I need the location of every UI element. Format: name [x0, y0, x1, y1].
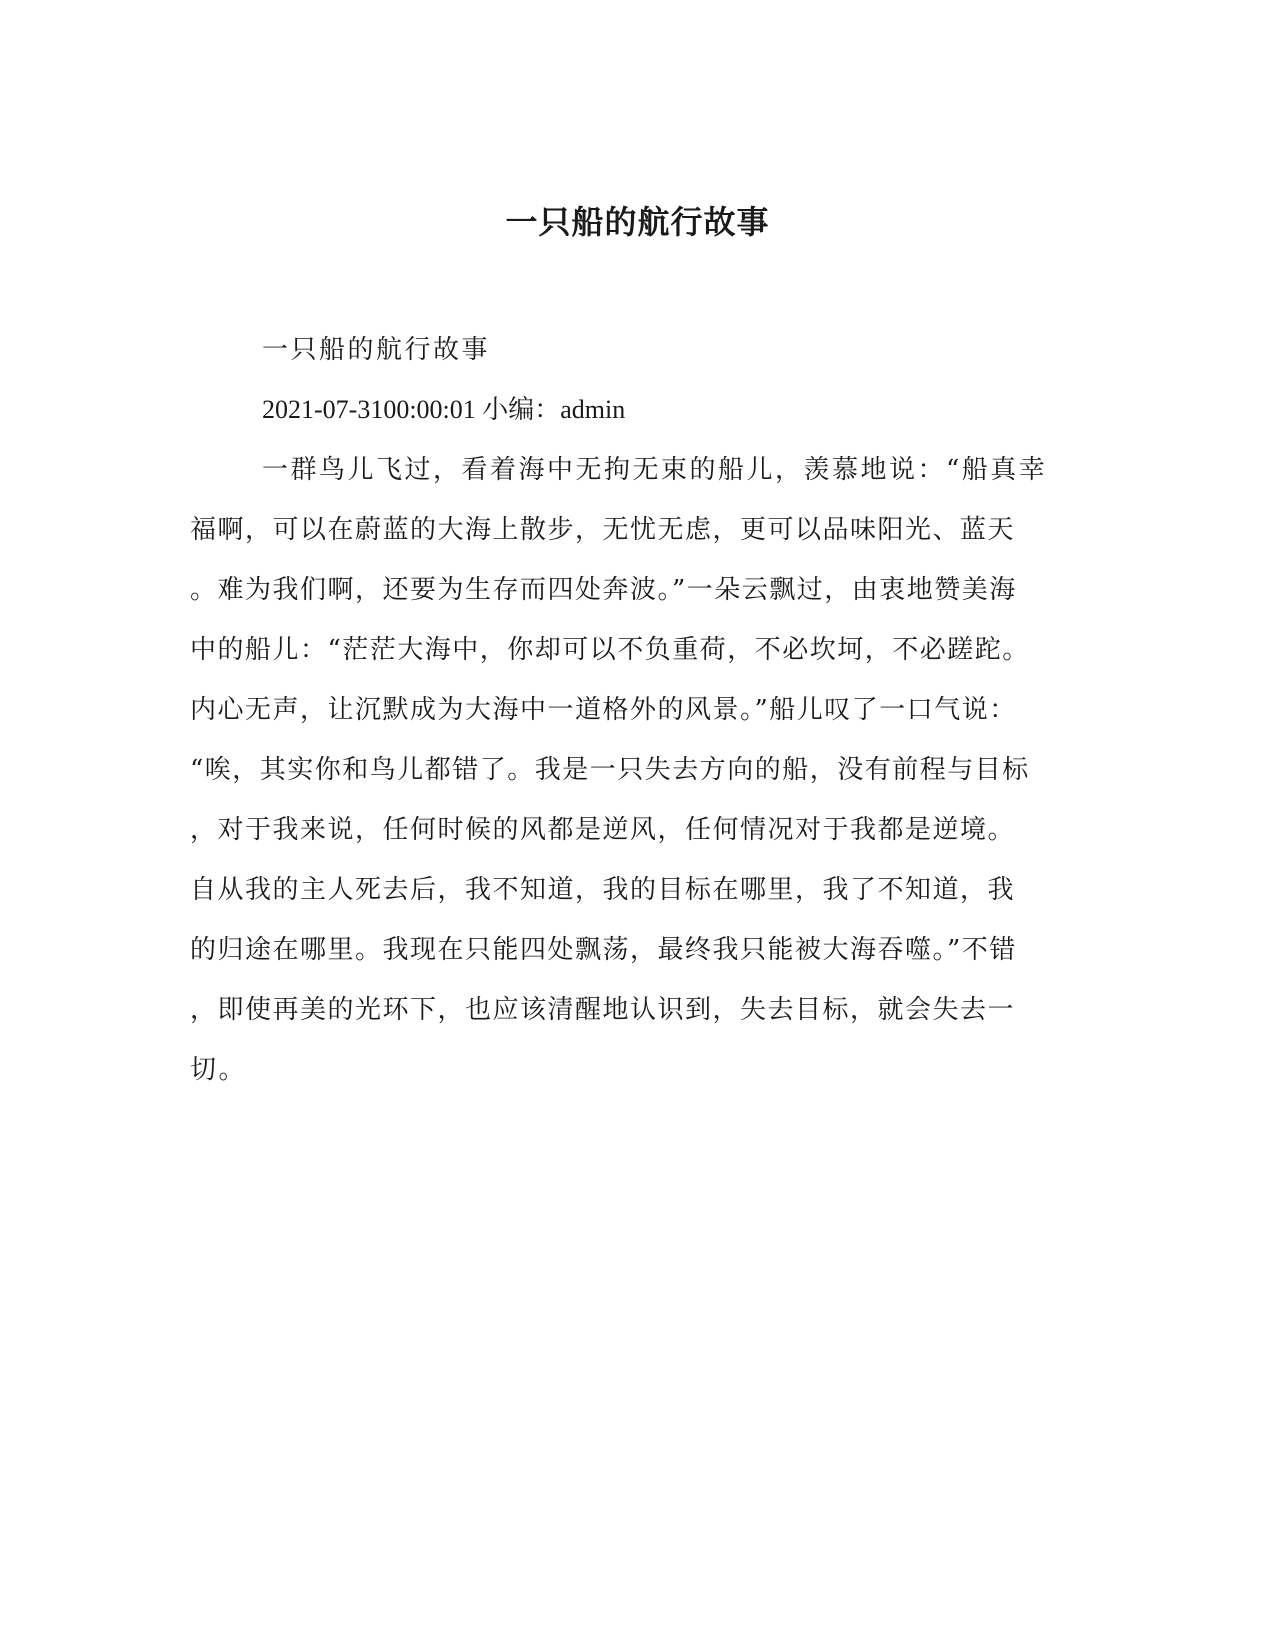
paragraph-line: 福啊，可以在蔚蓝的大海上散步，无忧无虑，更可以品味阳光、蓝天 [190, 515, 1016, 545]
paragraph-line: ，对于我来说，任何时候的风都是逆风，任何情况对于我都是逆境。 [190, 815, 1016, 845]
document-body [190, 320, 1065, 1100]
paragraph-line: 内心无声，让沉默成为大海中一道格外的风景。”船儿叹了一口气说： [190, 695, 1017, 725]
paragraph-line: “唉，其实你和鸟儿都错了。我是一只失去方向的船，没有前程与目标 [190, 755, 1030, 785]
article-meta: 2021-07-3100:00:01 小编：admin [262, 395, 626, 424]
paragraph-line: ，即使再美的光环下，也应该清醒地认识到，失去目标，就会失去一 [190, 995, 1016, 1025]
paragraph-line: 。难为我们啊，还要为生存而四处奔波。”一朵云飘过，由衷地赞美海 [190, 575, 1017, 605]
paragraph-line: 中的船儿：“茫茫大海中，你却可以不负重荷，不必坎坷，不必蹉跎。 [190, 635, 1030, 665]
paragraph-line: 一群鸟儿飞过，看着海中无拘无束的船儿，羡慕地说：“船真幸 [262, 455, 1048, 485]
paragraph-line: 的归途在哪里。我现在只能四处飘荡，最终我只能被大海吞噬。”不错 [190, 935, 1017, 965]
paragraph-line: 切。 [190, 1055, 248, 1085]
article-heading: 一只船的航行故事 [262, 335, 491, 365]
paragraph-line: 自从我的主人死去后，我不知道，我的目标在哪里，我了不知道，我 [190, 875, 1016, 905]
document-title: 一只船的航行故事 [505, 203, 770, 241]
